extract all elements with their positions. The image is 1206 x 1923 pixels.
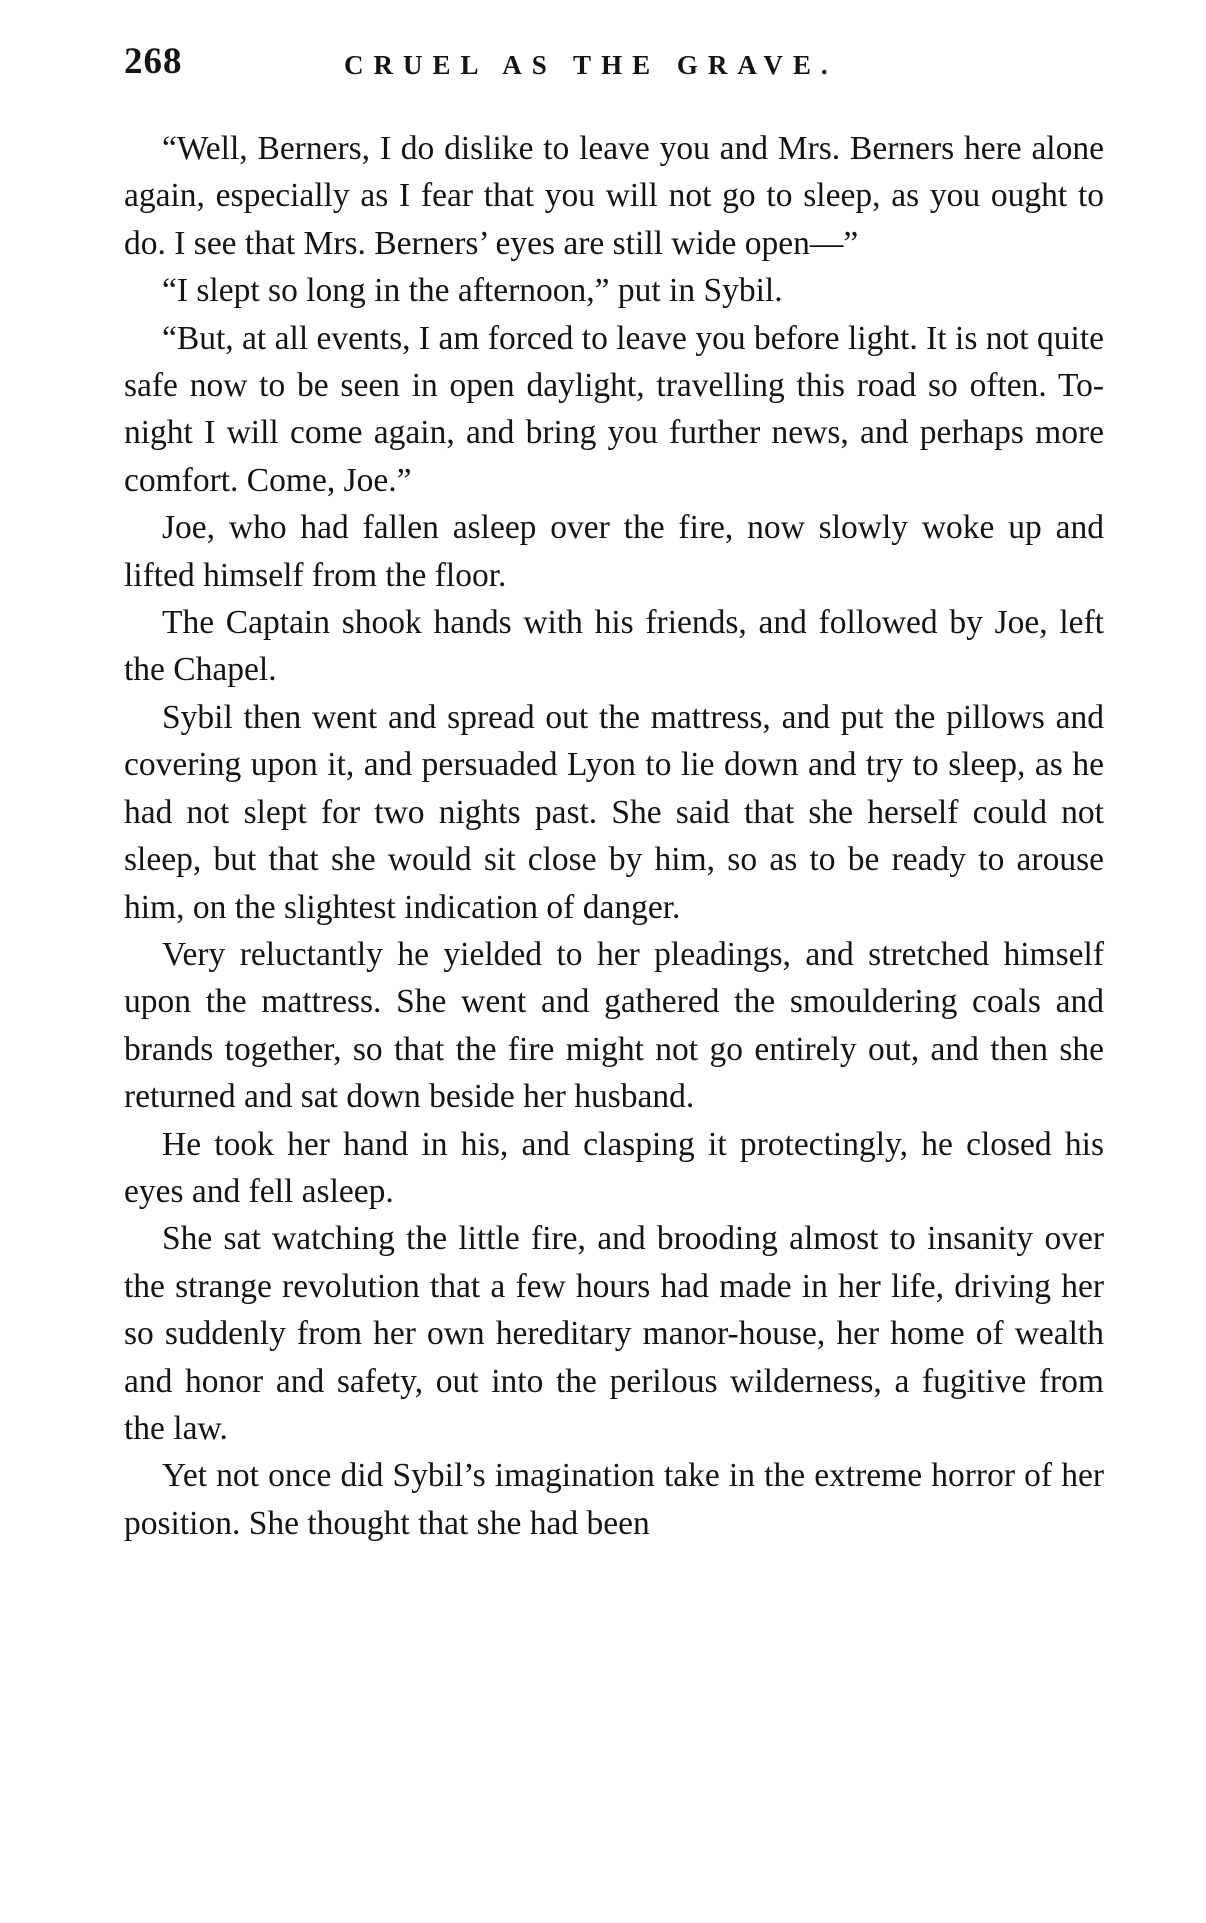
paragraph: “Well, Berners, I do dislike to leave you and Mrs. Berners here alone again, especially as I fear that you will not go to sleep, as you ought to do. I see that Mrs. Berners’ eyes are still wide open—” — [124, 130, 1104, 262]
paragraph: She sat watching the little fire, and brooding almost to insanity over the strange revolution that a few hours had made in her life, driving her so suddenly from her own hereditary manor-house, her home of wealth and honor and safety, out into the perilous wilderness, a fugitive from the law. — [124, 1220, 1104, 1447]
paragraph: “But, at all events, I am forced to leave you before light. It is not quite safe now to be seen in open daylight, travelling this road so often. To-night I will come again, and bring you further news, and perhaps more comfort. Come, Joe.” — [124, 319, 1104, 499]
paragraph: The Captain shook hands with his friends, and followed by Joe, left the Chapel. — [124, 604, 1104, 689]
body-text — [124, 125, 1104, 1547]
page-number: 268 — [124, 41, 183, 82]
paragraph: “I slept so long in the afternoon,” put in Sybil. — [162, 272, 783, 310]
book-title: CRUEL AS THE GRAVE. — [344, 50, 838, 80]
paragraph: Yet not once did Sybil’s imagination take in the extreme horror of her position. She thought that she had been — [124, 1457, 1104, 1542]
running-head — [124, 40, 1104, 90]
paragraph: Joe, who had fallen asleep over the fire, now slowly woke up and lifted himself from the floor. — [124, 509, 1104, 594]
paragraph: Sybil then went and spread out the mattress, and put the pillows and covering upon it, and persuaded Lyon to lie down and try to sleep, as he had not slept for two nights past. She said that she herself could not sleep, but that she would sit close by him, so as to be ready to arouse him, on the slightest indication of danger. — [124, 698, 1104, 926]
paragraph: Very reluctantly he yielded to her pleadings, and stretched himself upon the mattress. She went and gathered the smouldering coals and brands together, so that the fire might not go entirely out, and then she returned and sat down beside her husband. — [124, 935, 1104, 1116]
paragraph: He took her hand in his, and clasping it protectingly, he closed his eyes and fell asleep. — [124, 1125, 1104, 1210]
